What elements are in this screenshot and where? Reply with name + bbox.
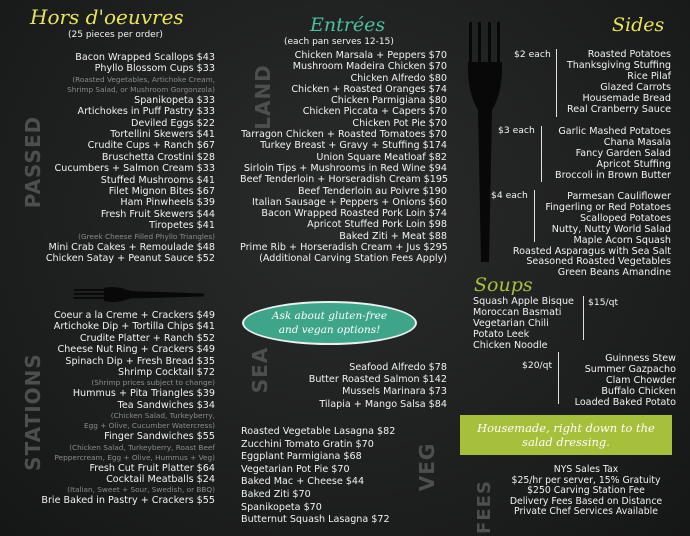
land-item: Chicken Marsala + Peppers $70 (294, 50, 447, 61)
sides-list-4 (500, 192, 671, 279)
passed-item: Crudite Cups + Ranch $67 (87, 140, 215, 152)
passed-item-note: (Greek Cheese Filled Phyllo Triangles) (78, 231, 215, 241)
fee-item: $25/hr per server, 15% Gratuity (511, 474, 661, 486)
side-item: Fingerling or Red Potatoes (545, 201, 671, 213)
veg-item: Spanikopeta $70 (241, 501, 322, 513)
fee-item: Private Chef Services Available (514, 506, 658, 517)
soup-item: Chicken Noodle (473, 340, 548, 351)
land-item: Chicken Alfredo $80 (350, 72, 447, 84)
station-item: Tea Sandwiches $34 (117, 399, 215, 411)
passed-item: Artichokes in Puff Pastry $33 (77, 106, 215, 118)
passed-item: Deviled Eggs $22 (131, 117, 215, 129)
side-item: Scalloped Potatoes (579, 212, 671, 224)
entrees-subtitle: (each pan serves 12-15) (284, 37, 394, 47)
sides-price-3: $3 each (498, 125, 535, 136)
land-item: Sirloin Tips + Mushrooms in Red Wine $94 (243, 162, 447, 174)
soup-item: Summer Gazpacho (584, 364, 676, 375)
sides-price-2: $2 each (514, 49, 551, 60)
land-item: Union Square Meatloaf $82 (316, 151, 447, 163)
land-item: Chicken Parmigiana $80 (331, 95, 447, 107)
side-item: Real Cranberry Sauce (567, 103, 671, 115)
passed-item: Fresh Fruit Skewers $44 (100, 208, 215, 220)
land-item: Italian Sausage + Peppers + Onions $60 (252, 196, 447, 208)
station-item-note: (Shrimp prices subject to change) (91, 378, 215, 388)
veg-label: VEG (415, 442, 439, 492)
sea-label: SEA (248, 346, 272, 394)
station-item: Finger Sandwiches $55 (104, 431, 215, 443)
gluten-free-bubble (242, 301, 417, 345)
soup-item: Squash Apple Bisque (473, 296, 574, 307)
soups-title: Soups (474, 274, 533, 296)
passed-item: Phyllo Blossom Cups $33 (94, 63, 215, 75)
housemade-note: Housemade, right down to the salad dressing. (460, 415, 672, 455)
station-item: Spinach Dip + Fresh Bread $35 (65, 355, 215, 367)
land-item: Prime Rib + Horseradish Cream + Jus $295 (240, 242, 448, 254)
side-item: Apricot Stuffing (596, 158, 671, 170)
veg-item: Zucchini Tomato Gratin $70 (241, 438, 374, 450)
side-item: Maple Acorn Squash (573, 234, 671, 246)
fees-label: FEES (474, 480, 495, 534)
side-item: Garlic Mashed Potatoes (558, 126, 671, 137)
soup-item: Moroccan Basmati (473, 307, 562, 318)
side-item: Thanksgiving Stuffing (566, 59, 671, 71)
fork-icon-small (74, 286, 204, 304)
passed-item: Chicken Satay + Peanut Sauce $52 (45, 253, 215, 265)
soup-item: Vegetarian Chili (473, 318, 549, 329)
passed-item: Tortellini Skewers $41 (110, 129, 215, 141)
land-item: Apricot Stuffed Pork Loin $98 (307, 219, 447, 231)
side-item: Parmesan Cauliflower (567, 191, 671, 202)
station-item-note: (Chicken Salad, Turkeyberry, Roast Beef (69, 442, 215, 452)
veg-item: Vegetarian Pot Pie $70 (241, 463, 350, 475)
land-label: LAND (251, 64, 275, 130)
side-item: Roasted Asparagus with Sea Salt (512, 245, 671, 257)
sides-bracket-3 (541, 126, 542, 182)
sea-item: Seafood Alfredo $78 (349, 362, 447, 373)
stations-list (25, 310, 215, 507)
passed-item: Bruschetta Crostini $28 (101, 151, 215, 163)
fee-item: Delivery Fees Based on Distance (509, 495, 663, 507)
side-item: Seasoned Roasted Vegetables (526, 256, 671, 268)
passed-item: Cucumbers + Salmon Cream $33 (54, 163, 215, 175)
stations-label: STATIONS (21, 353, 45, 471)
side-item: Rice Pilaf (627, 70, 671, 82)
soup-item: Guinness Stew (605, 353, 676, 364)
land-item: Bacon Wrapped Roasted Pork Loin $74 (261, 208, 447, 220)
land-item: Baked Ziti + Meat $88 (339, 230, 447, 242)
land-item: Turkey Breast + Gravy + Stuffing $174 (260, 140, 447, 152)
land-item: (Additional Carving Station Fees Apply) (259, 253, 447, 265)
station-item-note: Egg + Olive, Cucumber Watercress) (84, 421, 215, 431)
station-item: Cheese Nut Ring + Crackers $49 (57, 344, 215, 356)
sides-list-2 (560, 50, 671, 115)
land-item: Chicken Pot Pie $70 (352, 117, 447, 129)
station-item: Brie Baked in Pastry + Crackers $55 (41, 495, 215, 507)
land-item: Mushroom Madeira Chicken $70 (292, 61, 447, 73)
fees-list (500, 465, 672, 518)
side-item: Nutty, Nutty World Salad (551, 223, 671, 235)
passed-item: Stuffed Mushrooms $41 (100, 174, 215, 186)
passed-item: Tiropetes $41 (149, 220, 215, 232)
station-item: Shrimp Cocktail $72 (118, 367, 215, 379)
sides-price-4: $4 each (491, 190, 528, 201)
station-item-note: (Chicken Salad, Turkeyberry, (110, 411, 215, 421)
soups-list-1 (473, 296, 583, 351)
sea-item: Mussels Marinara $73 (342, 386, 447, 398)
sea-list (270, 362, 447, 411)
sea-item: Butter Roasted Salmon $142 (308, 374, 447, 386)
land-item: Tarragon Chicken + Roasted Tomatoes $70 (241, 129, 447, 141)
sides-list-3 (545, 127, 671, 182)
passed-list (40, 52, 215, 265)
side-item: Glazed Carrots (600, 81, 671, 93)
veg-item: Eggplant Parmigiana $68 (241, 451, 362, 463)
soup-item: Clam Chowder (605, 375, 676, 386)
veg-item: Butternut Squash Lasagna $72 (241, 514, 390, 526)
fork-icon-large (466, 22, 504, 262)
passed-item: Bacon Wrapped Scallops $43 (75, 52, 215, 63)
land-list (240, 50, 447, 265)
sides-bracket-2 (556, 49, 557, 117)
side-item: Fancy Garden Salad (575, 147, 671, 159)
soup-item: Potato Leek (473, 329, 530, 340)
land-item: Chicken + Roasted Oranges $74 (291, 83, 447, 95)
land-item: Beef Tenderloin + Horseradish Cream $195 (240, 174, 449, 186)
station-item: Cocktail Meatballs $24 (106, 474, 215, 486)
bubble-text: Ask about gluten-free and vegan options! (271, 310, 388, 336)
station-item: Artichoke Dip + Tortilla Chips $41 (53, 321, 215, 333)
side-item: Chana Masala (603, 136, 671, 148)
hors-title: Hors d'oeuvres (30, 5, 184, 29)
soups-price-2: $20/qt (522, 360, 553, 371)
sea-item: Tilapia + Mango Salsa $84 (319, 398, 447, 410)
station-item: Coeur a la Creme + Crackers $49 (53, 310, 215, 321)
side-item: Roasted Potatoes (587, 49, 671, 60)
passed-item-note: (Roasted Vegetables, Artichoke Cream, (72, 74, 215, 84)
veg-item: Roasted Vegetable Lasagna $82 (241, 426, 396, 437)
passed-item: Filet Mignon Bites $67 (108, 186, 215, 198)
passed-item: Mini Crab Cakes + Remoulade $48 (48, 241, 215, 253)
soup-item: Loaded Baked Potato (574, 397, 676, 408)
soups-price-1: $15/qt (588, 297, 619, 308)
soups-bracket-1 (583, 296, 584, 340)
hors-subtitle: (25 pieces per order) (68, 30, 163, 40)
fee-item: NYS Sales Tax (553, 464, 619, 475)
soup-item: Buffalo Chicken (601, 386, 676, 397)
soups-bracket-2 (558, 352, 559, 404)
land-item: Chicken Piccata + Capers $70 (302, 106, 447, 118)
station-item: Fresh Cut Fruit Platter $64 (89, 462, 215, 474)
veg-list (241, 426, 416, 527)
passed-item-note: Shrimp Salad, or Mushroom Gorgonzola) (67, 84, 215, 94)
veg-item: Baked Mac + Cheese $44 (241, 476, 365, 488)
passed-item: Ham Pinwheels $39 (120, 197, 215, 209)
side-item: Broccoli in Brown Butter (555, 169, 671, 181)
land-item: Beef Tenderloin au Poivre $190 (297, 185, 447, 197)
passed-label: PASSED (21, 115, 45, 209)
entrees-title: Entrées (310, 14, 386, 36)
side-item: Green Beans Amandine (557, 267, 671, 279)
station-item: Crudite Platter + Ranch $52 (79, 332, 215, 344)
station-item-note: (Italian, Sweet + Sour, Swedish, or BBQ) (67, 485, 215, 495)
side-item: Housemade Bread (582, 92, 671, 104)
soups-list-2 (562, 353, 676, 408)
station-item: Hummus + Pita Triangles $39 (72, 388, 215, 400)
fee-item: $250 Carving Station Fee (527, 485, 645, 496)
passed-item: Spanikopeta $33 (134, 94, 215, 106)
veg-item: Baked Ziti $70 (241, 488, 311, 500)
station-item-note: Peppercream, Egg + Olive, Hummus + Veg) (54, 452, 215, 462)
sides-title: Sides (612, 14, 665, 36)
